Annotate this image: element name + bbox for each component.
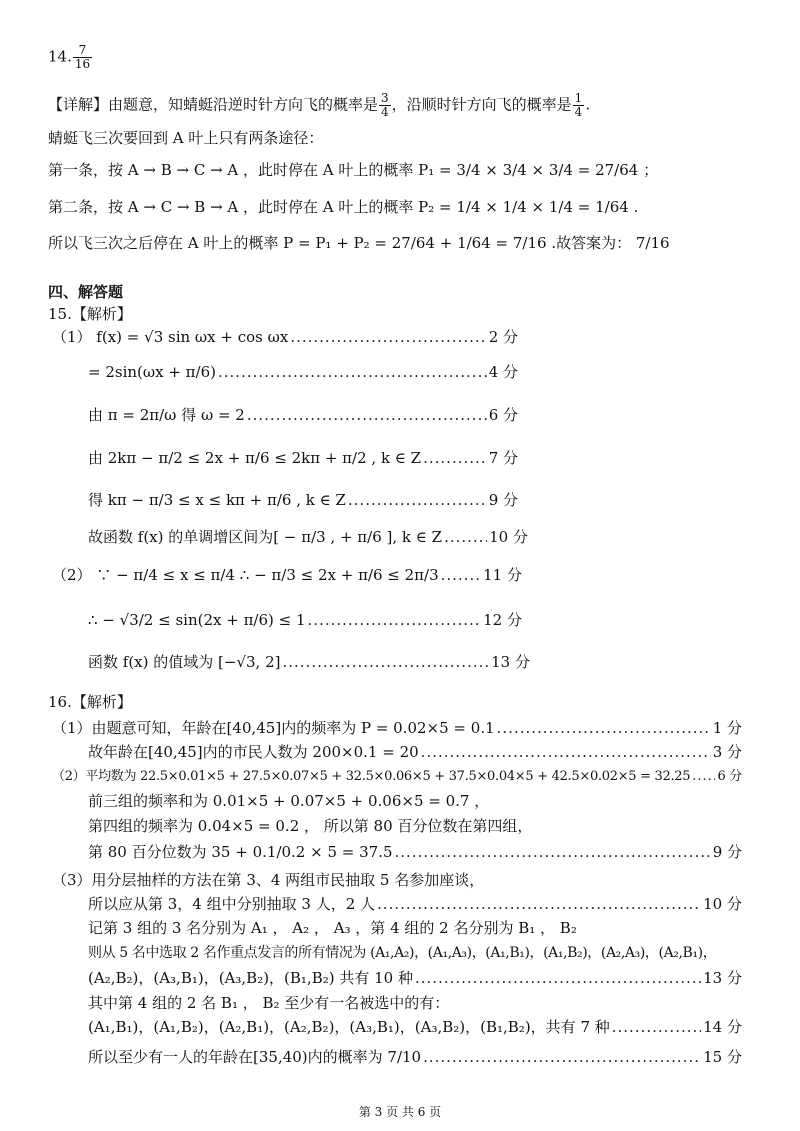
q16-header: 16.【解析】 — [48, 693, 132, 711]
q16-row-score: 6 分 — [717, 769, 742, 784]
q16-row — [88, 791, 489, 811]
q14-detail — [48, 92, 590, 119]
leader-dots — [290, 327, 486, 347]
q16-row — [88, 842, 742, 862]
leader-dots — [377, 894, 701, 914]
q15-row — [88, 448, 518, 468]
q15-row-text: （1） f(x) = √3 sin ωx + cos ωx — [52, 328, 289, 346]
page-footer: 第 3 页 共 6 页 — [358, 1105, 442, 1119]
q16-row — [52, 718, 742, 738]
leader-dots — [218, 362, 487, 382]
q16-row — [88, 968, 742, 988]
leader-dots — [497, 718, 711, 738]
q16-row-text: 记第 3 组的 3 名分别为 A₁ ， A₂ ， A₃ ，第 4 组的 2 名分别为 B₁ ， B₂ — [88, 919, 577, 937]
q15-row — [52, 327, 518, 347]
q16-row-text: 前三组的频率和为 0.01×5 + 0.07×5 + 0.06×5 = 0.7 ， — [88, 792, 490, 810]
q15-row — [88, 652, 530, 672]
leader-dots — [247, 405, 487, 425]
q14-line-3: 第一条，按 A → B → C → A ，此时停在 A 叶上的概率 P₁ = 3/4 × 3/4 × 3/4 = 27/64 ； — [48, 161, 659, 179]
q14-line-5: 所以飞三次之后停在 A 叶上的概率 P = P₁ + P₂ = 27/64 + 1/64 = 7/16 .故答案为： 7/16 — [48, 234, 670, 252]
q16-row-score: 13 分 — [703, 969, 742, 987]
q14-line-2: 蜻蜓飞三次要回到 A 叶上只有两条途径： — [48, 129, 324, 147]
q16-row — [88, 993, 449, 1013]
leader-dots — [421, 742, 711, 762]
q16-row-text: （2）平均数为 22.5×0.01×5 + 27.5×0.07×5 + 32.5×0.06×5 + 37.5×0.04×5 + 42.5×0.02×5 = 32.25 — [52, 769, 691, 784]
q15-row — [52, 565, 522, 585]
q15-row — [88, 527, 528, 547]
q16-row-text: (A₁,B₁)，(A₁,B₂)，(A₂,B₁)，(A₂,B₂)，(A₃,B₁)，(A₃,B₂)，(B₁,B₂)，共有 7 种 — [88, 1018, 610, 1036]
q14-answer-numerator: 7 — [73, 44, 92, 58]
q14-answer-denominator: 16 — [74, 57, 91, 71]
q15-row-score: 11 分 — [483, 566, 522, 584]
leader-dots — [612, 1017, 701, 1037]
q16-row-text: 则从 5 名中选取 2 名作重点发言的所有情况为 (A₁,A₂)，(A₁,A₃)，(A₁,B₁)，(A₁,B₂)，(A₂,A₃)，(A₂,B₁)， — [88, 945, 717, 961]
q16-row — [52, 870, 484, 890]
q14-answer-fraction — [73, 44, 92, 71]
q15-row — [88, 362, 518, 382]
q14-answer — [48, 44, 93, 71]
q16-row — [88, 943, 716, 963]
leader-dots — [692, 767, 715, 787]
q16-row-score: 14 分 — [703, 1018, 742, 1036]
q16-row-text: 故年龄在[40,45]内的市民人数为 200×0.1 = 20 — [88, 743, 419, 761]
q14-cw-denominator: 4 — [574, 105, 583, 119]
q16-row-text: 第 80 百分位数为 35 + 0.1/0.2 × 5 = 37.5 — [88, 843, 393, 861]
q15-row — [88, 405, 518, 425]
q14-ccw-numerator: 3 — [381, 91, 389, 105]
q16-row-text: 所以应从第 3，4 组中分别抽取 3 人，2 人 — [88, 895, 376, 913]
q15-row-score: 7 分 — [488, 449, 518, 467]
q16-row — [88, 918, 577, 938]
q15-row-score: 10 分 — [489, 528, 528, 546]
leader-dots — [444, 527, 487, 547]
q15-row-text: 由 π = 2π/ω 得 ω = 2 — [88, 406, 245, 424]
q15-row-text: 函数 f(x) 的值域为 [−√3, 2] — [88, 653, 281, 671]
q16-row-text: （3）用分层抽样的方法在第 3、4 两组市民抽取 5 名参加座谈， — [52, 871, 485, 889]
leader-dots — [308, 610, 482, 630]
q16-row-text: 所以至少有一人的年龄在[35,40)内的概率为 7/10 — [88, 1048, 422, 1066]
q15-row-text: 得 kπ − π/3 ≤ x ≤ kπ + π/6 , k ∈ Z — [88, 491, 346, 509]
q14-label: 14. — [48, 47, 72, 66]
q15-row-score: 4 分 — [488, 363, 518, 381]
q14-cw-numerator: 1 — [574, 91, 583, 105]
q16-row-score: 15 分 — [703, 1048, 742, 1066]
q15-row-text: ∴ − √3/2 ≤ sin(2x + π/6) ≤ 1 — [88, 611, 306, 629]
q16-row — [52, 767, 742, 787]
q16-row-score: 9 分 — [712, 843, 742, 861]
q16-row-score: 3 分 — [712, 743, 742, 761]
q16-row-text: （1）由题意可知，年龄在[40,45]内的频率为 P = 0.02×5 = 0.1 — [52, 719, 495, 737]
q15-row-score: 2 分 — [488, 328, 518, 346]
section-title: 四、解答题 — [48, 283, 124, 301]
leader-dots — [441, 565, 482, 585]
q16-row — [88, 816, 532, 836]
q16-row — [88, 1047, 742, 1067]
q15-row-score: 13 分 — [491, 653, 530, 671]
q16-row-text: 其中第 4 组的 2 名 B₁ ， B₂ 至少有一名被选中的有： — [88, 994, 450, 1012]
q14-detail-text-2: ，沿顺时针方向飞的概率是 — [391, 95, 572, 114]
q16-row — [88, 1017, 742, 1037]
q16-row — [88, 742, 742, 762]
q15-row-text: 故函数 f(x) 的单调增区间为[ − π/3 , + π/6 ], k ∈ Z — [88, 528, 443, 546]
q14-line-4: 第二条，按 A → C → B → A ，此时停在 A 叶上的概率 P₂ = 1/4 × 1/4 × 1/4 = 1/64 . — [48, 198, 639, 216]
leader-dots — [395, 842, 711, 862]
q15-row-score: 12 分 — [483, 611, 522, 629]
q16-row-text: 第四组的频率为 0.04×5 = 0.2 ， 所以第 80 百分位数在第四组， — [88, 817, 533, 835]
q15-row-score: 9 分 — [488, 491, 518, 509]
leader-dots — [423, 1047, 701, 1067]
q15-row — [88, 490, 518, 510]
q15-row-score: 6 分 — [488, 406, 518, 424]
leader-dots — [423, 448, 487, 468]
q16-row-score: 1 分 — [712, 719, 742, 737]
q14-detail-text-1: 【详解】由题意，知蜻蜓沿逆时针方向飞的概率是 — [48, 95, 379, 114]
q14-detail-text-3: . — [585, 95, 591, 114]
q15-row-text: （2） ∵ − π/4 ≤ x ≤ π/4 ∴ − π/3 ≤ 2x + π/6 ≤ 2π/3 — [52, 566, 439, 584]
leader-dots — [415, 968, 701, 988]
q16-row — [88, 894, 742, 914]
leader-dots — [348, 490, 487, 510]
q14-cw-fraction — [573, 92, 585, 119]
q16-row-score: 10 分 — [703, 895, 742, 913]
q15-header: 15.【解析】 — [48, 305, 132, 323]
leader-dots — [282, 652, 489, 672]
q14-ccw-denominator: 4 — [381, 105, 389, 119]
q16-row-text: (A₂,B₂)，(A₃,B₁)，(A₃,B₂)，(B₁,B₂) 共有 10 种 — [88, 969, 413, 987]
q14-ccw-fraction — [379, 92, 391, 119]
q15-row — [88, 610, 522, 630]
q15-row-text: = 2sin(ωx + π/6) — [88, 363, 216, 381]
q15-row-text: 由 2kπ − π/2 ≤ 2x + π/6 ≤ 2kπ + π/2 , k ∈ Z — [88, 449, 422, 467]
